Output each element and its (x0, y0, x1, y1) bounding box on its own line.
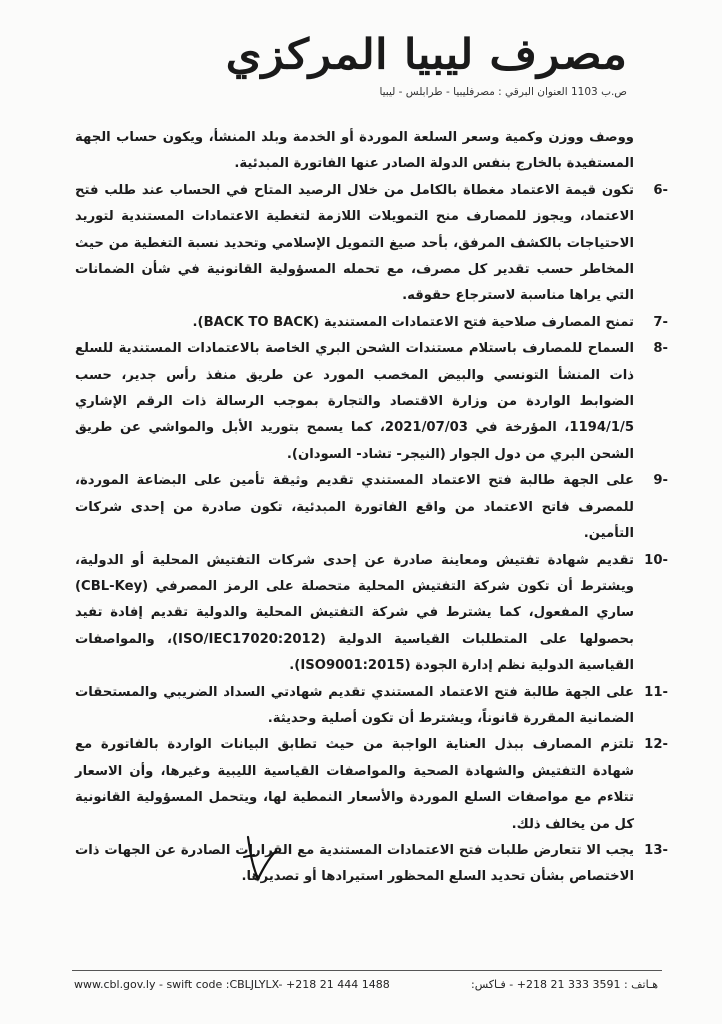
clause-text: تكون قيمة الاعتماد مغطاة بالكامل من خلال الرصيد المتاح في الحساب عند طلب فتح الاعتماد، ويجوز للمصارف منح التمويلات اللازمة لتغطية الاعتمادات المستندية لتوريد الاحتياجات بالكشف المرفق، بأحد صيغ التمويل الإسلامي وتحديد نسبة التغطية من حيث المخاطر حسب تقدير كل مصرف، مع تحمله المسؤولية القانونية في شأن الضمانات التي يراها مناسبة لاسترجاع حقوقه. (75, 182, 634, 304)
clause-text: تقديم شهادة تفتيش ومعاينة صادرة عن إحدى شركات التفتيش المحلية أو الدولية، ويشترط أن تكون شركة التفتيش المحلية متحصلة على الرمز المصرفي (CBL-Key) ساري المفعول، كما يشترط في شركة التفتيش المحلية والدولية تقديم إفادة تفيد بحصولها على المتطلبات القياسية الدولية (ISO/IEC17020:2012)، والمواصفات القياسية الدولية نظم إدارة الجودة (ISO9001:2015). (75, 552, 635, 674)
clause-number: 7- (653, 314, 668, 330)
clause-7 (75, 310, 668, 336)
clause-number: 12- (644, 737, 668, 753)
intro-paragraph: ووصف ووزن وكمية وسعر السلعة الموردة أو الخدمة وبلد المنشأ، ويكون حساب الجهة المستفيدة بالخارج بنفس الدولة الصادر عنها الفاتورة المبدئية. (75, 130, 634, 172)
clause-11 (75, 680, 668, 733)
letterhead (226, 30, 627, 98)
footer-contact: www.cbl.gov.ly - swift code :CBLJLYLX- +218 21 444 1488 (74, 978, 390, 991)
bank-address: ص.ب 1103 العنوان البرقي : مصرفليبيا - طرابلس - ليبيا (379, 86, 627, 98)
clause-6 (75, 178, 668, 310)
footer (74, 978, 658, 991)
clause-13 (75, 838, 668, 891)
clause-text: يجب الا تتعارض طلبات فتح الاعتمادات المستندية مع القرارات الصادرة عن الجهات ذات الاختصاص بشأن تحديد السلع المحظور استيرادها أو تصديرها. (75, 842, 634, 885)
clause-number: 11- (644, 684, 668, 700)
clause-8 (75, 336, 668, 468)
footer-phone-label: هـاتف : 3591 333 21 218+ - فـاكس: (470, 978, 658, 991)
clause-text: تلتزم المصارف ببذل العناية الواجبة من حيث تطابق البيانات الواردة بالفاتورة مع شهادة التفتيش والشهادة الصحية والمواصفات القياسية الليبية وغيرها، وأن الاسعار تتلاءم مع مواصفات السلع الموردة والأسعار النمطية لها، ويتحمل المسؤولية القانونية كل من يخالف ذلك. (75, 737, 634, 832)
clause-9 (75, 468, 668, 547)
clause-number: 10- (644, 552, 668, 568)
clause-number: 6- (653, 182, 668, 198)
clause-number: 9- (653, 473, 668, 489)
clause-text: على الجهة طالبة فتح الاعتماد المستندي تقديم وثيقة تأمين على البضاعة الموردة، للمصرف فاتح الاعتماد من واقع الفاتورة المبدئية، تكون صادرة من إحدى شركات التأمين. (75, 473, 634, 542)
footer-divider (72, 970, 662, 971)
clause-number: 13- (644, 842, 668, 858)
clause-text: على الجهة طالبة فتح الاعتماد المستندي تقديم شهادتي السداد الضريبي والمستحقات الضمانية المقررة قانوناً، ويشترط أن تكون أصلية وحديثة. (75, 684, 634, 726)
clause-12 (75, 732, 668, 838)
clause-text: السماح للمصارف باستلام مستندات الشحن البري الخاصة بالاعتمادات المستندية للسلع ذات المنشأ التونسي والبيض المخصب المورد عن طريق منفذ رأس جدير، حسب الضوابط الواردة من وزارة الاقتصاد والتجارة بموجب الرسالة ذات الرقم الإشاري 1194/1/5، المؤرخة في 2021/07/03، كما يسمح بتوريد الأبل والمواشي عن طريق الشحن البري من دول الجوار (النيجر- تشاد- السودان). (75, 341, 635, 462)
bank-logo-text: مصرف ليبيا المركزي (225, 30, 627, 79)
document-body (75, 125, 668, 891)
clause-number: 8- (653, 341, 668, 357)
clause-10 (75, 548, 668, 680)
clause-text: تمنح المصارف صلاحية فتح الاعتمادات المستندية (BACK TO BACK). (192, 314, 634, 330)
handwritten-initial-mark (240, 833, 280, 885)
